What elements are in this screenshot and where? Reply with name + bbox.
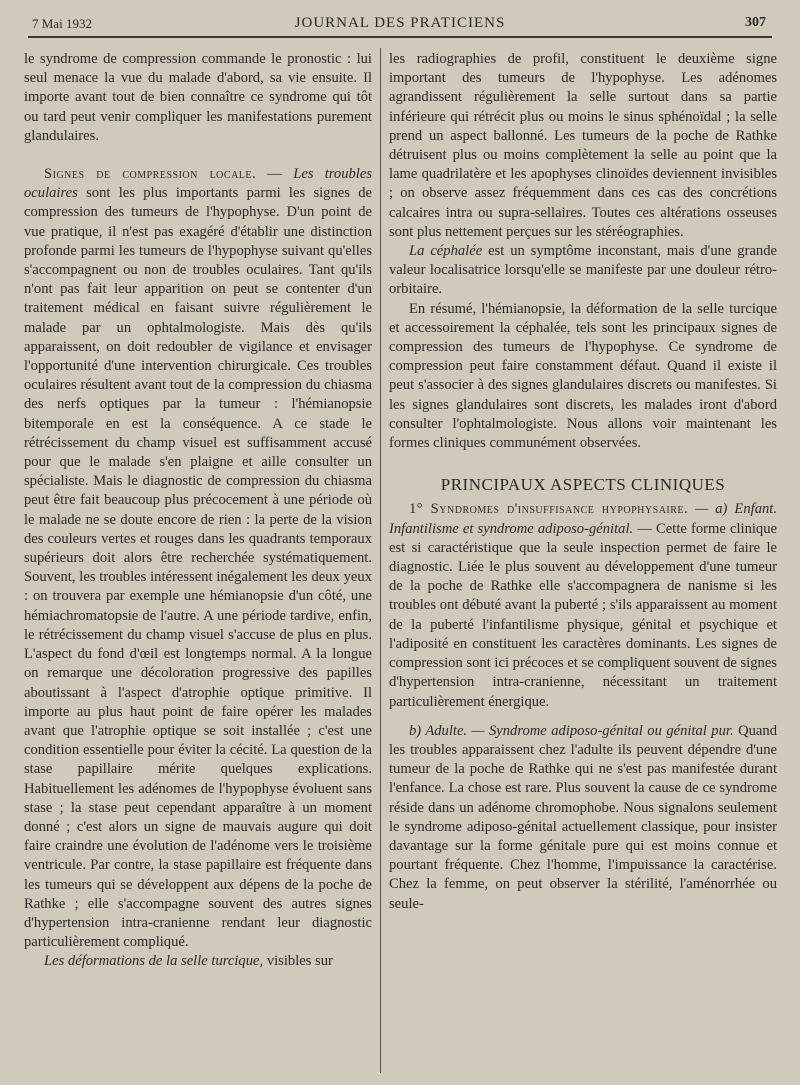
- paragraph-adulte: [389, 722, 777, 914]
- left-column: [24, 50, 372, 972]
- right-column: [389, 50, 777, 914]
- page-header: [28, 14, 772, 38]
- paragraph: le syndrome de compression commande le pronostic : lui seul menace la vue du malade d'abord, sa vie ensuite. Il importe avant tout de bien connaître ce syndrome qui tôt ou tard peut venir compliquer les manifestations purement glandulaires.: [24, 51, 372, 144]
- paragraph-selle: [24, 952, 372, 971]
- paragraph-text: est un symptôme inconstant, mais d'une grande valeur localisatrice lorsqu'elle se manifeste par une douleur rétro-orbitaire.: [389, 243, 777, 298]
- paragraph-text: visibles sur: [266, 953, 333, 970]
- paragraph: les radiographies de profil, constituent le deuxième signe important des tumeurs de l'hypophyse. Les adénomes agrandissent régulièrement la selle surtout dans sa partie inférieure qui rétrécit plus ou moins le sinus sphénoïdal ; la selle prend un aspect ballonné. Les tumeurs de la poche de Rathke détruisent plus ou moins complètement la selle au point que la lame quadrilatère et les apophyses clinoïdes deviennent invisibles ; on observe assez fréquemment dans ces cas des concrétions calcaires intra ou supra-sellaires. Toutes ces altérations osseuses sont plus nettement perçues sur les stéréographies.: [389, 51, 777, 240]
- journal-title: JOURNAL DES PRATICIENS: [294, 15, 506, 31]
- subsection-heading: Signes de compression locale.: [44, 166, 257, 183]
- paragraph-text: — Cette forme clinique est si caractéristique que la seule inspection permet de faire le diagnostic. Liée le plus souvent au développement d'une tumeur de la poche de Rathke elle s'accompagnera de nanisme si les troubles ont débuté avant la puberté ; s'ils apparaissent au moment de la puberté l'infantilisme physique, génital et psychique et l'adiposité en constituent les caractères dominants. Les signes de compression sont ici précoces et se compliquent souvent de signes d'hypertension intra-cranienne, nécessitant un traitement particulièrement énergique.: [389, 520, 777, 710]
- italic-term: La céphalée: [409, 243, 483, 260]
- page-number: 307: [745, 15, 766, 30]
- section-title: PRINCIPAUX ASPECTS CLINIQUES: [440, 475, 726, 495]
- issue-date: 7 Mai 1932: [32, 16, 92, 31]
- paragraph-ocular: Signes de compression locale. — Les troubles oculaires sont les plus importants parmi les signes de compression des tumeurs de l'hypophyse. D'un point de vue pratique, il n'est pas exagéré d'établir une distinction profonde parmi les tumeurs de l'hypophyse suivant qu'elles s'accompagnent ou non de troubles oculaires. Tant qu'ils n'ont pas fait leur apparition on peut se contenter d'un traitement médical en faisant suivre régulièrement le malade par un ophtalmologiste. Mais dès qu'ils apparaissent, on doit redoubler de vigilance et envisager l'opportunité d'une intervention chirurgicale. Ces troubles oculaires résultent avant tout de la compression du chiasma des nerfs optiques par la tumeur : l'hémianopsie bitemporale en est la conséquence. A ce stade le rétrécissement du champ visuel est suffisamment accusé pour que le malade s'en plaigne et aille consulter un spécialiste. Mais le diagnostic de compression du chiasma peut être fait beaucoup plus précocement à une période où le malade ne se doute encore de rien : la perte de la vision des couleurs vertes et rouges dans les quadrants temporaux supérieurs doit alors être recherchée systématiquement. Souvent, les troubles intéressent inégalement les deux yeux : on trouvera par exemple une hémianopsie d'un côté, une hémiachromatopsie de l'autre. A une période tardive, enfin, le rétrécissement du champ visuel s'accuse de plus en plus. L'aspect du fond d'œil est longtemps normal. A la longue on remarque une décoloration progressive des papilles aboutissant à l'aspect d'atrophie optique primitive. Il importe au plus haut point de faire opérer les malades avant que l'atrophie optique se soit installée ; c'est une condition essentielle pour éviter la cécité. La question de la stase papillaire mérite quelques explications. Habituellement les adénomes de l'hypophyse évoluent sans stase ; la stase peut cependant apparaître à un moment donné ; c'est alors un signe de mauvais augure qui doit faire craindre une évolution de l'adénome vers le troisième ventricule. Par contre, la stase papillaire est fréquente dans les tumeurs qui se développent aux dépens de la poche de Rathke ; elle s'accompagne souvent des autres signes d'hypertension intra-cranienne rendant leur diagnostic particulièrement compliqué.: [24, 166, 373, 951]
- italic-term: Les troubles oculaires: [24, 166, 373, 202]
- italic-term: Les déformations de la selle turcique,: [44, 953, 264, 970]
- italic-term: — a) Enfant. Infantilisme et syndrome adiposo-génital.: [389, 501, 777, 537]
- column-divider: [380, 48, 381, 1073]
- italic-term: b) Adulte. — Syndrome adiposo-génital ou génital pur.: [409, 722, 734, 739]
- paragraph-text: sont les plus importants parmi les signes de compression des tumeurs de l'hypophyse. D'un point de vue pratique, il n'est pas exagéré d'établir une distinction profonde parmi les tumeurs de l'hypophyse suivant qu'elles s'accompagnent ou non de troubles oculaires. Tant qu'ils n'ont pas fait leur apparition on peut se contenter d'un traitement médical en faisant suivre régulièrement le malade par un ophtalmologiste. Mais dès qu'ils apparaissent, on doit redoubler de vigilance et envisager l'opportunité d'une intervention chirurgicale. Ces troubles oculaires résultent avant tout de la compression du chiasma des nerfs optiques par la tumeur : l'hémianopsie bitemporale en est la conséquence. A ce stade le rétrécissement du champ visuel est suffisamment accusé pour que le malade s'en plaigne et aille consulter un spécialiste. Mais le diagnostic de compression du chiasma peut être fait beaucoup plus précocement à une période où le malade ne se doute encore de rien : la perte de la vision des couleurs vertes et rouges dans les quadrants temporaux supérieurs doit alors être recherchée systématiquement. Souvent, les troubles intéressent inégalement les deux yeux : on trouvera par exemple une hémianopsie d'un côté, une hémiachromatopsie de l'autre. A une période tardive, enfin, le rétrécissement du champ visuel s'accuse de plus en plus. L'aspect du fond d'œil est longtemps normal. A la longue on remarque une décoloration progressive des papilles aboutissant à l'aspect d'atrophie optique primitive. Il importe au plus haut point de faire opérer les malades avant que l'atrophie optique se soit installée ; c'est une condition essentielle pour éviter la cécité. La question de la stase papillaire mérite quelques explications. Habituellement les adénomes de l'hypophyse évoluent sans stase ; la stase peut cependant apparaître à un moment donné ; c'est alors un signe de mauvais augure qui doit faire craindre une évolution de l'adénome vers le troisième ventricule. Par contre, la stase papillaire est fréquente dans les tumeurs qui se développent aux dépens de la poche de Rathke ; elle s'accompagne souvent des autres signes d'hypertension intra-cranienne rendant leur diagnostic particulièrement compliqué.: [24, 185, 372, 951]
- subsection-heading: 1° Syndromes d'insuffisance hypophysaire.: [409, 501, 689, 518]
- paragraph-enfant: [389, 500, 777, 711]
- paragraph-resume: En résumé, l'hémianopsie, la déformation de la selle turcique et accessoirement la céphalée, tels sont les principaux signes de compression des tumeurs de l'hypophyse. Ce syndrome de compression peut faire constamment défaut. Quand il existe il peut s'associer à des signes glandulaires discrets ou manifestes. Si les signes glandulaires sont discrets, les malades iront d'abord consulter l'ophtalmologiste. Nous allons voir maintenant les formes cliniques communément observées.: [389, 300, 777, 452]
- paragraph-cephalee: [389, 242, 777, 300]
- paragraph-text: Quand les troubles apparaissent chez l'adulte ils peuvent dépendre d'une tumeur de la poche de Rathke qui ne s'est pas manifestée durant l'enfance. La chose est rare. Plus souvent la cause de ce syndrome réside dans un adénome chromophobe. Nous signalons seulement le syndrome adiposo-génital actuellement classique, pour insister davantage sur la forme génitale pure qui est moins connue et pourtant fréquente. Chez l'homme, l'impuissance la caractérise. Chez la femme, on peut observer la stérilité, l'aménorrhée ou seule-: [389, 722, 777, 912]
